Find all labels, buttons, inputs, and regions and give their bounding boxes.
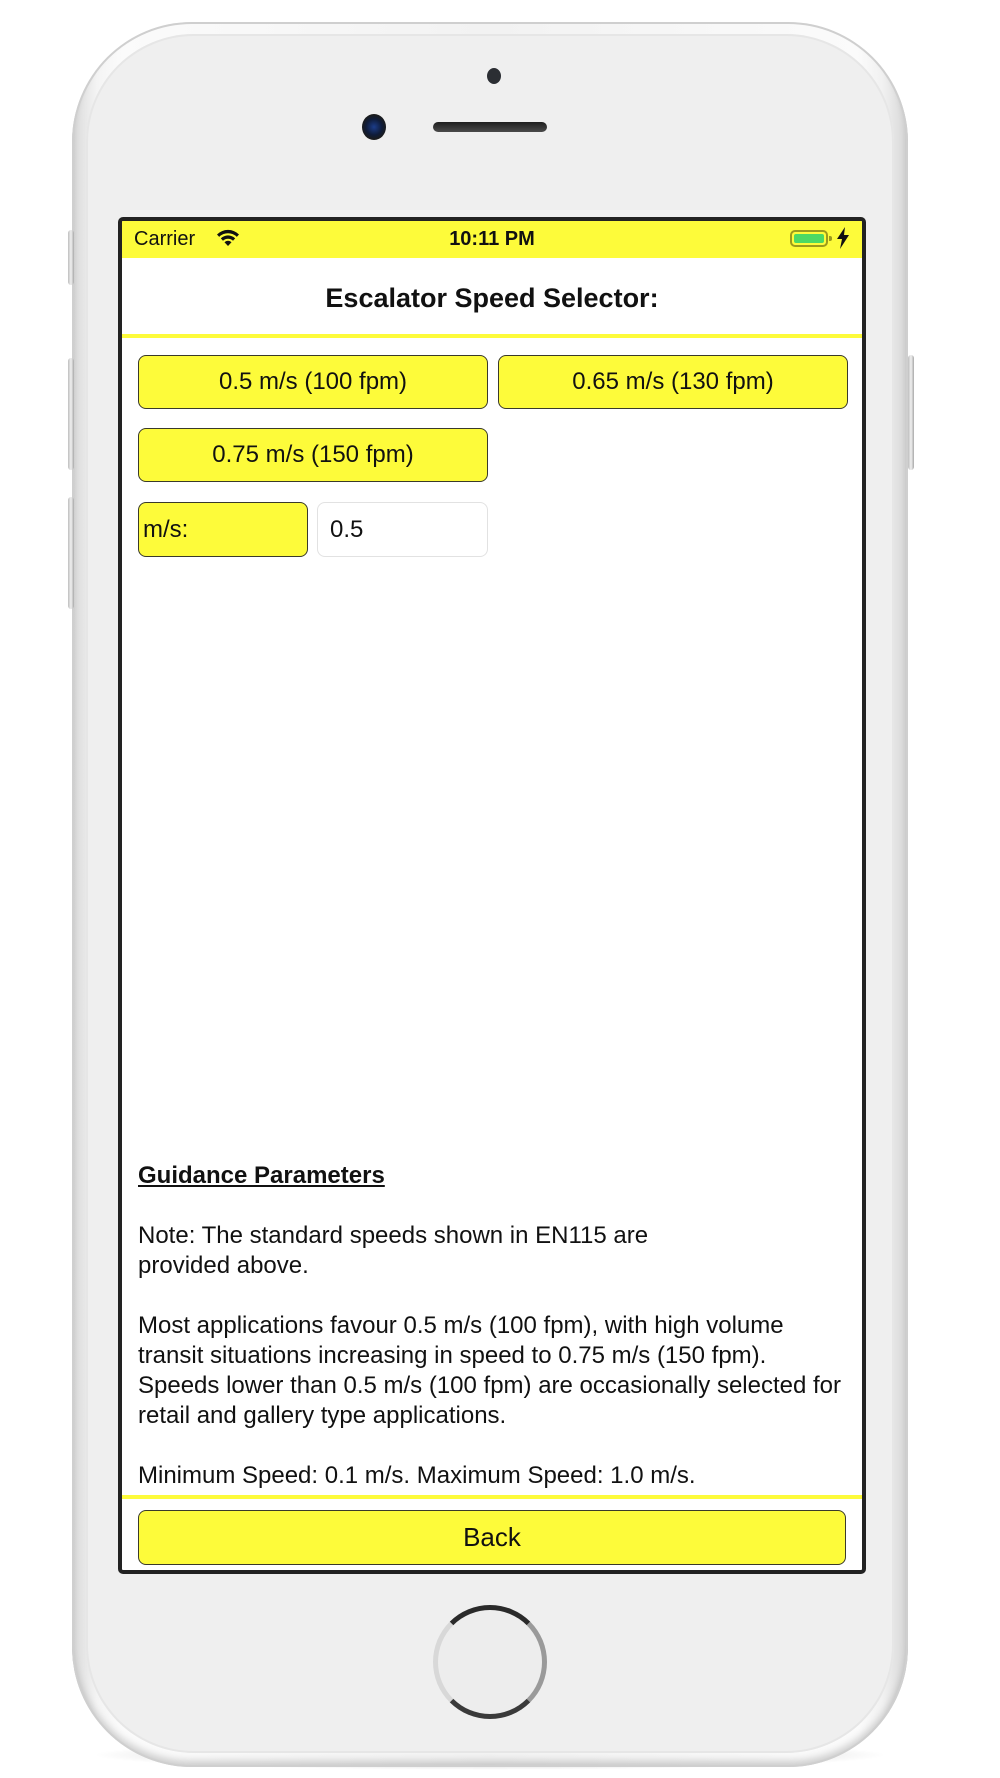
footer-divider (122, 1495, 862, 1499)
guidance-limits: Minimum Speed: 0.1 m/s. Maximum Speed: 1.0 m/s. (138, 1462, 696, 1489)
page-title: Escalator Speed Selector: (325, 283, 659, 313)
carrier-label: Carrier (134, 228, 196, 250)
app-screen (118, 217, 866, 1574)
mute-switch (68, 230, 74, 285)
speed-input[interactable] (317, 502, 488, 557)
back-button[interactable]: Back (138, 1510, 846, 1565)
header-divider (122, 334, 862, 338)
volume-up-button (68, 358, 74, 470)
home-button[interactable] (433, 1605, 547, 1719)
power-button (908, 355, 914, 470)
front-sensor-icon (487, 68, 501, 84)
speed-button-0-65[interactable]: 0.65 m/s (130 fpm) (498, 355, 848, 409)
charging-bolt-icon (836, 227, 850, 249)
battery-level (794, 234, 824, 243)
speed-unit-label (138, 502, 308, 557)
volume-down-button (68, 497, 74, 609)
guidance-applications: Most applications favour 0.5 m/s (100 fpm), with high volume transit situations increasing in speed to 0.75 m/s (150 fpm). Speeds lower than 0.5 m/s (100 fpm) are occasionally selected for retail and gallery type applications. (138, 1312, 842, 1429)
speed-unit-label-text: m/s: (143, 515, 189, 543)
guidance-section (138, 1161, 846, 1521)
battery-tip (829, 236, 832, 241)
speed-button-0-5[interactable]: 0.5 m/s (100 fpm) (138, 355, 488, 409)
battery-icon (790, 230, 828, 247)
speed-button-0-75[interactable]: 0.75 m/s (150 fpm) (138, 428, 488, 482)
guidance-note: Note: The standard speeds shown in EN115 are provided above. (138, 1222, 649, 1279)
front-camera-icon (362, 114, 386, 140)
status-bar (122, 221, 862, 258)
earpiece-speaker-icon (433, 122, 547, 132)
guidance-title: Guidance Parameters (138, 1162, 385, 1189)
status-time: 10:11 PM (449, 228, 535, 250)
